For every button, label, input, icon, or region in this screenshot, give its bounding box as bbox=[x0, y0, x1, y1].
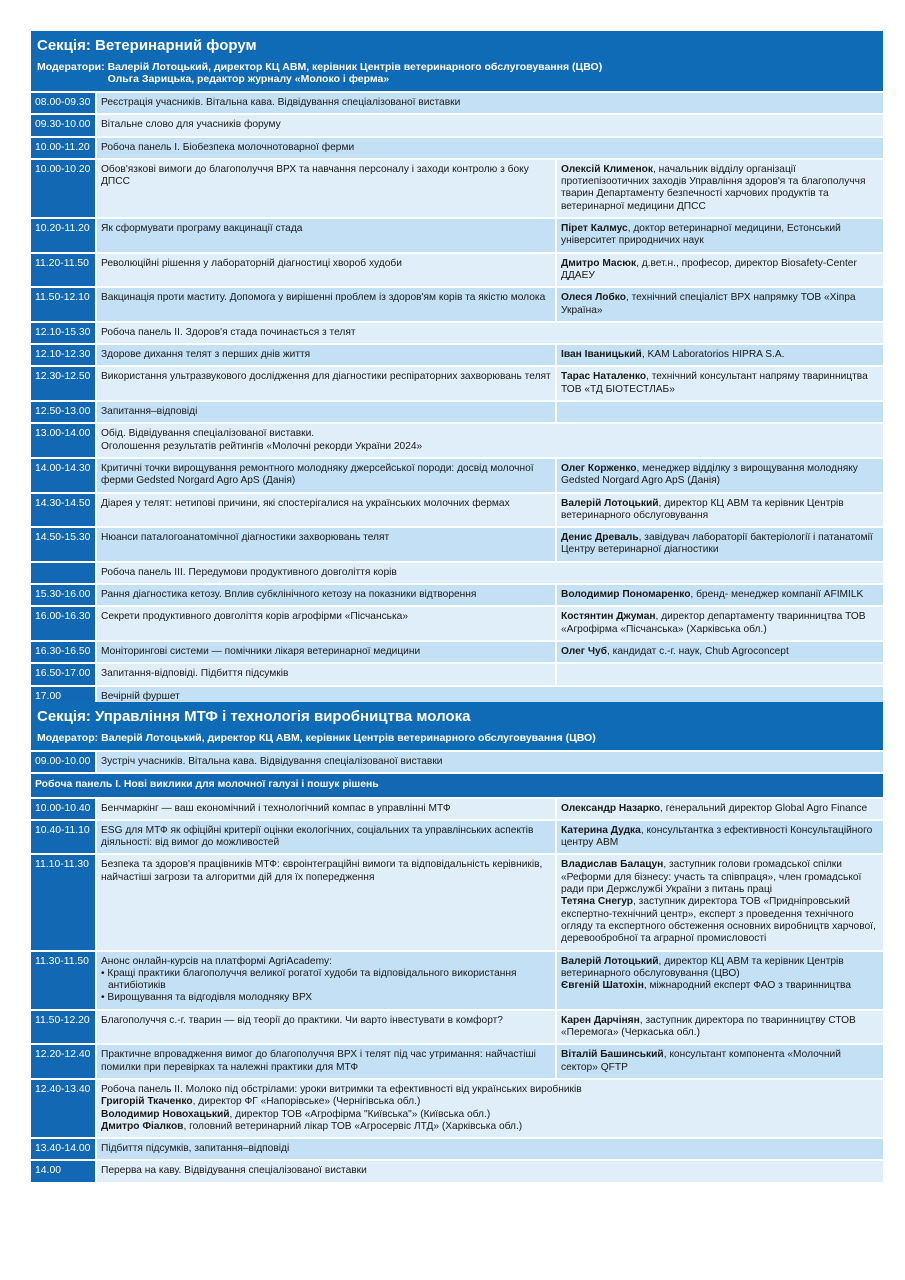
topic-cell bbox=[97, 1080, 883, 1137]
topic-cell: Обід. Відвідування спеціалізованої виставки. Оголошення результатів рейтингів «Молочні рекорди України 2024» bbox=[101, 428, 423, 452]
topic-cell: Діарея у телят: нетипові причини, які спостерігалися на українських молочних фермах bbox=[97, 494, 557, 527]
schedule-row bbox=[31, 93, 883, 115]
time-cell: 16.30-16.50 bbox=[31, 642, 97, 662]
topic-cell: Запитання–відповіді bbox=[97, 402, 557, 422]
speaker-name: Григорій Ткаченко bbox=[101, 1096, 193, 1108]
time-cell: 12.30-12.50 bbox=[31, 367, 97, 400]
speaker-role: , директор КЦ АВМ та керівник Центрів ветеринарного обслуговування bbox=[561, 497, 844, 521]
moderators-label: Модератор: bbox=[37, 732, 99, 744]
speaker-name: Валерій Лотоцький bbox=[561, 955, 659, 967]
schedule-row bbox=[31, 799, 883, 821]
bullet-item: • Вирощування та відгодівля молодняку ВРХ bbox=[101, 992, 313, 1004]
topic-cell: Революційні рішення у лабораторній діагностиці хвороб худоби bbox=[97, 254, 557, 287]
speaker-role: , міжнародний експерт ФАО з тваринництва bbox=[643, 980, 851, 992]
topic-cell: Критичні точки вирощування ремонтного молодняку джерсейської породи: досвід молочної ферми Gedsted Norgard Agro ApS (Данія) bbox=[97, 459, 557, 492]
speaker-cell bbox=[557, 585, 883, 605]
speaker-name: Олег Чуб bbox=[561, 645, 607, 657]
panel-header: Робоча панель І. Нові виклики для молочної галузі і пошук рішень bbox=[31, 774, 883, 798]
schedule-row bbox=[31, 528, 883, 563]
speaker-role: , директор ТОВ «Агрофірма "Київська"» (Київська обл.) bbox=[229, 1108, 491, 1120]
topic-cell: Вечірній фуршет bbox=[101, 690, 180, 702]
speaker-cell bbox=[557, 219, 883, 252]
time-cell: 17.00 bbox=[31, 687, 97, 707]
schedule-row bbox=[31, 664, 883, 686]
speaker-name: Дмитро Масюк bbox=[561, 257, 637, 269]
topic-cell: Вітальне слово для учасників форуму bbox=[101, 119, 281, 131]
speaker-cell bbox=[557, 345, 883, 365]
speaker-role: , генеральний директор Global Agro Finance bbox=[660, 802, 868, 814]
speaker-cell bbox=[557, 855, 883, 949]
time-cell: 16.50-17.00 bbox=[31, 664, 97, 684]
schedule-row bbox=[31, 345, 883, 367]
participant bbox=[101, 1096, 879, 1108]
topic-cell: Секрети продуктивного довголіття корів агрофірми «Пісчанська» bbox=[97, 607, 557, 640]
speaker-role: , головний ветеринарний лікар ТОВ «Агросервіс ЛТД» (Харківська обл.) bbox=[183, 1120, 523, 1132]
speaker-role: , заступник голови громадської спілки «Реформи для бізнесу: участь та співпраця», член громадської ради при Держслужбі України з питань праці bbox=[561, 859, 862, 896]
topic-cell: Вакцинація проти маститу. Допомога у вирішенні проблем із здоров'ям корів та якістю молока bbox=[97, 288, 557, 321]
topic-cell: Реєстрація учасників. Вітальна кава. Відвідування спеціалізованої виставки bbox=[101, 97, 461, 108]
time-cell: 12.40-13.40 bbox=[31, 1080, 97, 1137]
schedule-row bbox=[31, 424, 883, 459]
time-cell: 14.50-15.30 bbox=[31, 528, 97, 561]
moderators bbox=[37, 61, 877, 87]
speaker-role: , консультант компонента «Молочний сектор» QFTP bbox=[561, 1049, 841, 1073]
time-cell: 10.20-11.20 bbox=[31, 219, 97, 252]
topic-cell: Моніторингові системи — помічники лікаря ветеринарної медицини bbox=[97, 642, 557, 662]
topic-cell: Зустріч учасників. Вітальна кава. Відвідування спеціалізованої виставки bbox=[101, 756, 443, 767]
time-cell: 09.30-10.00 bbox=[31, 115, 97, 135]
schedule-row bbox=[31, 752, 883, 774]
topic-cell: Здорове дихання телят з перших днів життя bbox=[97, 345, 557, 365]
speaker-cell bbox=[557, 952, 883, 1009]
topic-cell: Нюанси паталогоанатомічної діагностики захворювань телят bbox=[97, 528, 557, 561]
moderator: Валерій Лотоцький, директор КЦ АВМ, керівник Центрів ветеринарного обслуговування (ЦВО) bbox=[107, 61, 603, 73]
speaker-role: , технічний консультант напряму тваринництва ТОВ «ТД БІОТЕСТЛАБ» bbox=[561, 371, 868, 395]
schedule-row bbox=[31, 1011, 883, 1046]
time-cell: 12.20-12.40 bbox=[31, 1045, 97, 1078]
schedule-row bbox=[31, 952, 883, 1011]
speaker-role: , начальник відділу організації протиепізоотичних заходів Управління здоров'я та благополуччя тварин Департаменту безпечності харчових продуктів та ветеринарної медицини ДПСС bbox=[561, 163, 866, 212]
speaker-role: , заступник директора по тваринництву СТОВ «Перемога» (Черкаська обл.) bbox=[561, 1014, 856, 1039]
topic-cell: Рання діагностика кетозу. Вплив субклінічного кетозу на показники відтворення bbox=[97, 585, 557, 605]
topic-cell: Використання ультразвукового дослідження для діагностики респіраторних захворювань телят bbox=[97, 367, 557, 400]
speaker-role: , директор КЦ АВМ та керівник Центрів ветеринарного обслуговування (ЦВО) bbox=[561, 955, 844, 979]
speaker-cell bbox=[557, 288, 883, 321]
schedule-row bbox=[31, 607, 883, 642]
speaker-name: Катерина Дудка bbox=[561, 824, 641, 836]
speaker-name: Олеся Лобко bbox=[561, 292, 626, 304]
topic-cell: Як сформувати програму вакцинації стада bbox=[97, 219, 557, 252]
moderators-label: Модератори: bbox=[37, 61, 105, 73]
speaker-role: , менеджер відділку з вирощування молодняку Gedsted Norgard Agro ApS (Данія) bbox=[561, 462, 858, 487]
speaker-role: , завідувач лабораторії бактеріології і патанатомії Центру ветеринарної діагностики bbox=[561, 532, 873, 556]
schedule-row bbox=[31, 288, 883, 323]
speaker-cell bbox=[557, 607, 883, 640]
speaker-cell bbox=[557, 799, 883, 819]
schedule-row bbox=[31, 642, 883, 664]
time-cell: 15.30-16.00 bbox=[31, 585, 97, 605]
section-title: Секція: Управління МТФ і технологія виробництва молока bbox=[37, 708, 471, 725]
speaker-name: Олександр Назарко bbox=[561, 802, 661, 814]
schedule-row bbox=[31, 1045, 883, 1080]
speaker-role: , технічний спеціаліст ВРХ напрямку ТОВ «Хіпра Україна» bbox=[561, 292, 856, 316]
time-cell: 11.30-11.50 bbox=[31, 952, 97, 1009]
time-cell: 10.00-11.20 bbox=[31, 138, 97, 158]
speaker-cell bbox=[557, 1011, 883, 1044]
schedule-row bbox=[31, 585, 883, 607]
speaker-name: Євгеній Шатохін bbox=[561, 980, 644, 992]
time-cell: 14.30-14.50 bbox=[31, 494, 97, 527]
topic-cell: Благополуччя с.-г. тварин — від теорії до практики. Чи варто інвестувати в комфорт? bbox=[97, 1011, 557, 1044]
time-cell: 09.00-10.00 bbox=[31, 752, 97, 772]
schedule-row bbox=[31, 1161, 883, 1183]
speaker-name: Віталій Башинський bbox=[561, 1049, 664, 1061]
time-cell: 10.40-11.10 bbox=[31, 821, 97, 854]
time-cell: 11.10-11.30 bbox=[31, 855, 97, 949]
time-cell: 11.50-12.10 bbox=[31, 288, 97, 321]
speaker-name: Іван Іваницький bbox=[561, 349, 642, 361]
topic-cell: Підбиття підсумків, запитання–відповіді bbox=[101, 1143, 290, 1155]
time-cell: 11.50-12.20 bbox=[31, 1011, 97, 1044]
topic-cell: Робоча панель ІІІ. Передумови продуктивного довголіття корів bbox=[101, 566, 397, 578]
panel-row bbox=[31, 323, 883, 345]
schedule-row bbox=[31, 1139, 883, 1161]
time-cell: 10.00-10.20 bbox=[31, 160, 97, 217]
participant bbox=[101, 1121, 879, 1133]
speaker-name: Пірет Калмус bbox=[561, 223, 628, 235]
speaker-cell-empty bbox=[557, 402, 883, 422]
speaker-cell bbox=[557, 367, 883, 400]
speaker-cell bbox=[557, 254, 883, 287]
speaker-name: Тетяна Снегур bbox=[561, 896, 634, 908]
schedule-row bbox=[31, 115, 883, 137]
speaker-name: Олексій Клименок bbox=[561, 163, 653, 175]
topic-cell bbox=[97, 952, 557, 1009]
schedule-row bbox=[31, 494, 883, 529]
schedule-row bbox=[31, 855, 883, 951]
topic-cell: Обов'язкові вимоги до благополуччя ВРХ та навчання персоналу і заходи контролю з боку ДПСС bbox=[97, 160, 557, 217]
speaker-cell bbox=[557, 160, 883, 217]
topic-cell: ESG для МТФ як офіційні критерії оцінки екологічних, соціальних та управлінських аспектів діяльності: від вимог до можливостей bbox=[97, 821, 557, 854]
speaker-role: , бренд- менеджер компанії AFIMILK bbox=[690, 589, 864, 601]
speaker-role: , директор департаменту тваринництва ТОВ «Агрофірма «Пісчанська» (Харківська обл.) bbox=[561, 611, 866, 635]
speaker-name: Владислав Балацун bbox=[561, 859, 664, 871]
schedule-row bbox=[31, 367, 883, 402]
section-header bbox=[31, 702, 883, 752]
speaker-cell bbox=[557, 642, 883, 662]
topic-cell: Безпека та здоров'я працівників МТФ: євроінтеграційні вимоги та відповідальність керівників, найчастіші загрози та алгоритми дій для їх попередження bbox=[97, 855, 557, 949]
speaker-role: , д.вет.н., професор, директор Biosafety-Center ДДАЕУ bbox=[561, 257, 857, 281]
topic-cell: Робоча панель ІІ. Здоров'я стада починається з телят bbox=[101, 326, 356, 338]
time-cell: 12.10-15.30 bbox=[31, 323, 97, 343]
speaker-name: Дмитро Фіалков bbox=[101, 1120, 184, 1132]
topic-cell: Запитання-відповіді. Підбиття підсумків bbox=[97, 664, 557, 684]
section-title: Секція: Ветеринарний форум bbox=[37, 37, 257, 54]
section-farm-management bbox=[31, 702, 883, 1184]
time-cell: 14.00 bbox=[31, 1161, 97, 1181]
time-cell: 13.40-14.00 bbox=[31, 1139, 97, 1159]
time-cell: 11.20-11.50 bbox=[31, 254, 97, 287]
speaker-cell bbox=[557, 821, 883, 854]
moderator: Валерій Лотоцький, директор КЦ АВМ, керівник Центрів ветеринарного обслуговування (ЦВО) bbox=[101, 732, 596, 744]
moderators bbox=[37, 732, 877, 746]
time-cell: 13.00-14.00 bbox=[31, 424, 97, 457]
speaker-cell-empty bbox=[557, 664, 883, 684]
topic-cell: Бенчмаркінг — ваш економічний і технологічний компас в управлінні МТФ bbox=[97, 799, 557, 819]
section-veterinary-forum bbox=[31, 31, 883, 709]
topic-cell: Перерва на каву. Відвідування спеціалізованої виставки bbox=[101, 1165, 367, 1177]
speaker-name: Денис Древаль bbox=[561, 532, 639, 544]
speaker-role: , KAM Laboratorios HIPRA S.A. bbox=[641, 349, 785, 361]
time-cell: 08.00-09.30 bbox=[31, 93, 97, 113]
panel-row bbox=[31, 563, 883, 585]
topic-text: Робоча панель ІІ. Молоко під обстрілами: уроки витримки та ефективності від українських виробників bbox=[101, 1083, 582, 1095]
time-cell: 14.00-14.30 bbox=[31, 459, 97, 492]
topic-text: Анонс онлайн-курсів на платформі AgriAcademy: bbox=[101, 955, 332, 967]
schedule-row bbox=[31, 160, 883, 219]
time-cell: 12.50-13.00 bbox=[31, 402, 97, 422]
section-header bbox=[31, 31, 883, 93]
speaker-name: Тарас Наталенко bbox=[561, 371, 647, 383]
time-cell: 16.00-16.30 bbox=[31, 607, 97, 640]
speaker-role: , консультантка з ефективності Консультаційного центру АВМ bbox=[561, 824, 873, 849]
speaker-name: Валерій Лотоцький bbox=[561, 497, 659, 509]
schedule-row bbox=[31, 254, 883, 289]
speaker-role: , директор ФГ «Напорівське» (Чернігівська обл.) bbox=[192, 1096, 421, 1108]
panel-row bbox=[31, 138, 883, 160]
time-cell bbox=[31, 563, 97, 583]
speaker-name: Володимир Пономаренко bbox=[561, 589, 691, 601]
schedule-row bbox=[31, 402, 883, 424]
time-cell: 12.10-12.30 bbox=[31, 345, 97, 365]
moderator: Ольга Зарицька, редактор журналу «Молоко і ферма» bbox=[107, 73, 390, 85]
topic-cell: Практичне впровадження вимог до благополуччя ВРХ і телят під час утримання: найчастіші помилки при перевірках та належні практики для МТФ bbox=[97, 1045, 557, 1078]
speaker-role: , кандидат с.-г. наук, Chub Agroconcept bbox=[606, 645, 789, 657]
topic-cell: Робоча панель І. Біобезпека молочнотоварної ферми bbox=[101, 141, 355, 153]
speaker-name: Олег Корженко bbox=[561, 462, 637, 474]
speaker-role: , доктор ветеринарної медицини, Естонський університет природничих наук bbox=[561, 223, 841, 247]
schedule-row bbox=[31, 1080, 883, 1139]
speaker-name: Костянтин Джуман bbox=[561, 611, 656, 623]
speaker-name: Карен Дарчінян bbox=[561, 1014, 640, 1026]
time-cell: 10.00-10.40 bbox=[31, 799, 97, 819]
speaker-name: Володимир Новохацький bbox=[101, 1108, 230, 1120]
speaker-cell bbox=[557, 1045, 883, 1078]
schedule-row bbox=[31, 219, 883, 254]
participant bbox=[101, 1109, 879, 1121]
schedule-row bbox=[31, 821, 883, 856]
speaker-role: , заступник директора ТОВ «Придніпровський експертно-технічний центр», експерт з проведення технічного огляду та експертного обстеження основних виробництв харчової, деревообробної та аграрної промисловості bbox=[561, 896, 876, 945]
schedule-row bbox=[31, 459, 883, 494]
speaker-cell bbox=[557, 494, 883, 527]
bullet-item: • Кращі практики благополуччя великої рогатої худоби та відповідального використання антибіотиків bbox=[101, 967, 517, 992]
speaker-cell bbox=[557, 528, 883, 561]
speaker-cell bbox=[557, 459, 883, 492]
